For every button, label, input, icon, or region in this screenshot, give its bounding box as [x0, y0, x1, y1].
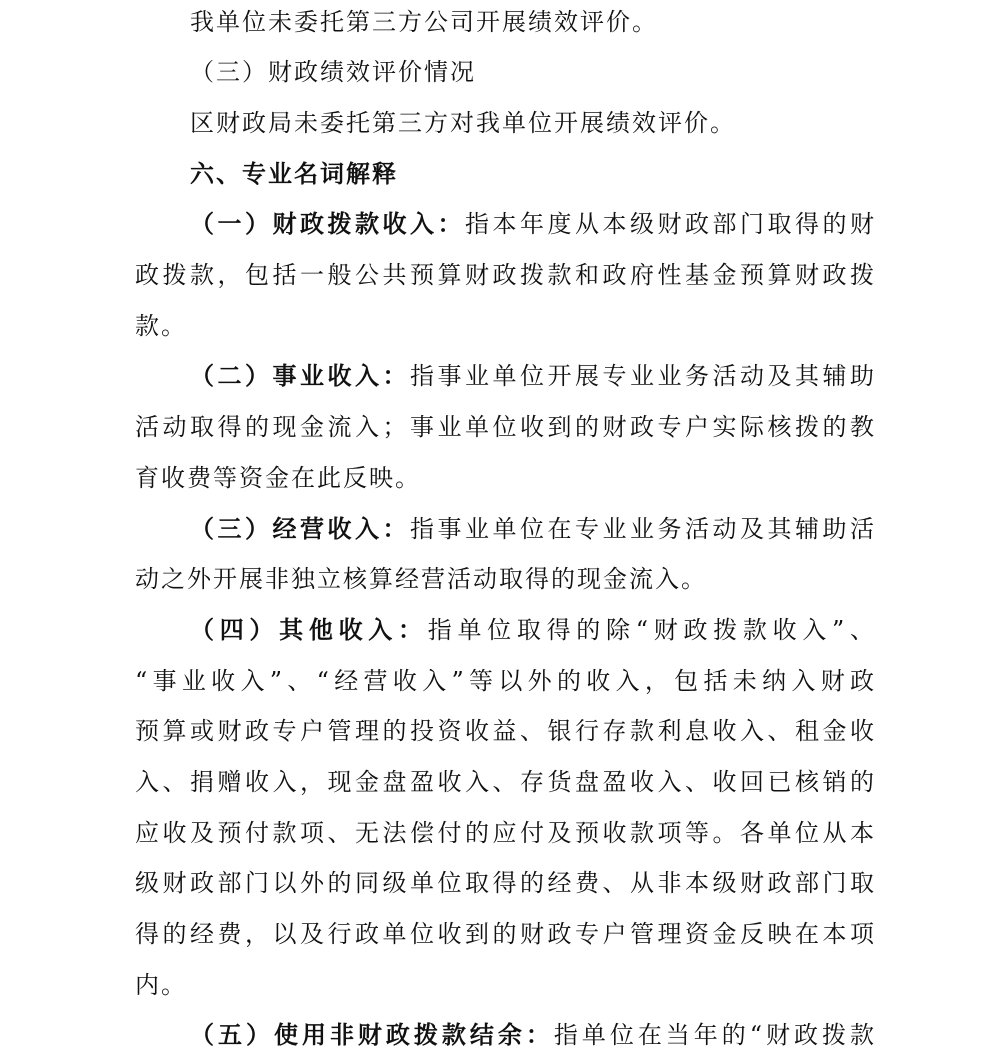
term-label: （四）其他收入：	[190, 614, 428, 644]
term-definition-line: 育收费等资金在此反映。	[135, 463, 421, 492]
term-definition-line: 级财政部门以外的同级单位取得的经费、从非本级财政部门取	[135, 869, 875, 898]
term-definition-line: 入、捐赠收入，现金盘盈收入、存货盘盈收入、收回已核销的	[135, 767, 875, 796]
term-definition: 指事业单位在专业业务活动及其辅助活	[410, 514, 875, 543]
term-definition-line: 得的经费，以及行政单位收到的财政专户管理资金反映在本项	[135, 920, 875, 949]
term-first-line	[190, 356, 875, 407]
term-definition-line: 活动取得的现金流入；事业单位收到的财政专户实际核拨的教	[135, 413, 875, 442]
term-label: （五）使用非财政拨款结余：	[190, 1020, 554, 1050]
term-definition-line: 款。	[135, 311, 187, 340]
term-first-line	[190, 1015, 875, 1055]
term-definition-line: 应收及预付款项、无法偿付的应付及预收款项等。各单位从本	[135, 818, 875, 847]
paragraph-line: 我单位未委托第三方公司开展绩效评价。	[190, 7, 658, 36]
term-definition-line: 内。	[135, 970, 187, 999]
paragraph-line: 区财政局未委托第三方对我单位开展绩效评价。	[190, 109, 736, 138]
document-body	[0, 2, 1000, 1056]
term-definition-line: 动之外开展非独立核算经营活动取得的现金流入。	[135, 565, 707, 594]
term-definition-line: 政拨款，包括一般公共预算财政拨款和政府性基金预算财政拨	[135, 261, 875, 290]
term-label: （一）财政拨款收入：	[190, 209, 465, 239]
section-heading: 六、专业名词解释	[190, 158, 398, 188]
term-label: （二）事业收入：	[190, 361, 410, 391]
term-definition: 指本年度从本级财政部门取得的财	[465, 210, 875, 239]
term-definition-line: “事业收入”、“经营收入”等以外的收入，包括未纳入财政	[135, 666, 875, 695]
term-first-line	[190, 204, 875, 255]
term-label: （三）经营收入：	[190, 513, 410, 543]
term-definition: 指单位取得的除“财政拨款收入”、	[427, 615, 875, 644]
term-definition: 指事业单位开展专业业务活动及其辅助	[410, 362, 875, 391]
term-first-line	[190, 610, 875, 661]
term-definition: 指单位在当年的“财政拨款	[553, 1021, 875, 1050]
subsection-heading: （三）财政绩效评价情况	[190, 58, 476, 87]
term-definition-line: 预算或财政专户管理的投资收益、银行存款利息收入、租金收	[135, 717, 875, 746]
term-first-line	[190, 509, 875, 560]
